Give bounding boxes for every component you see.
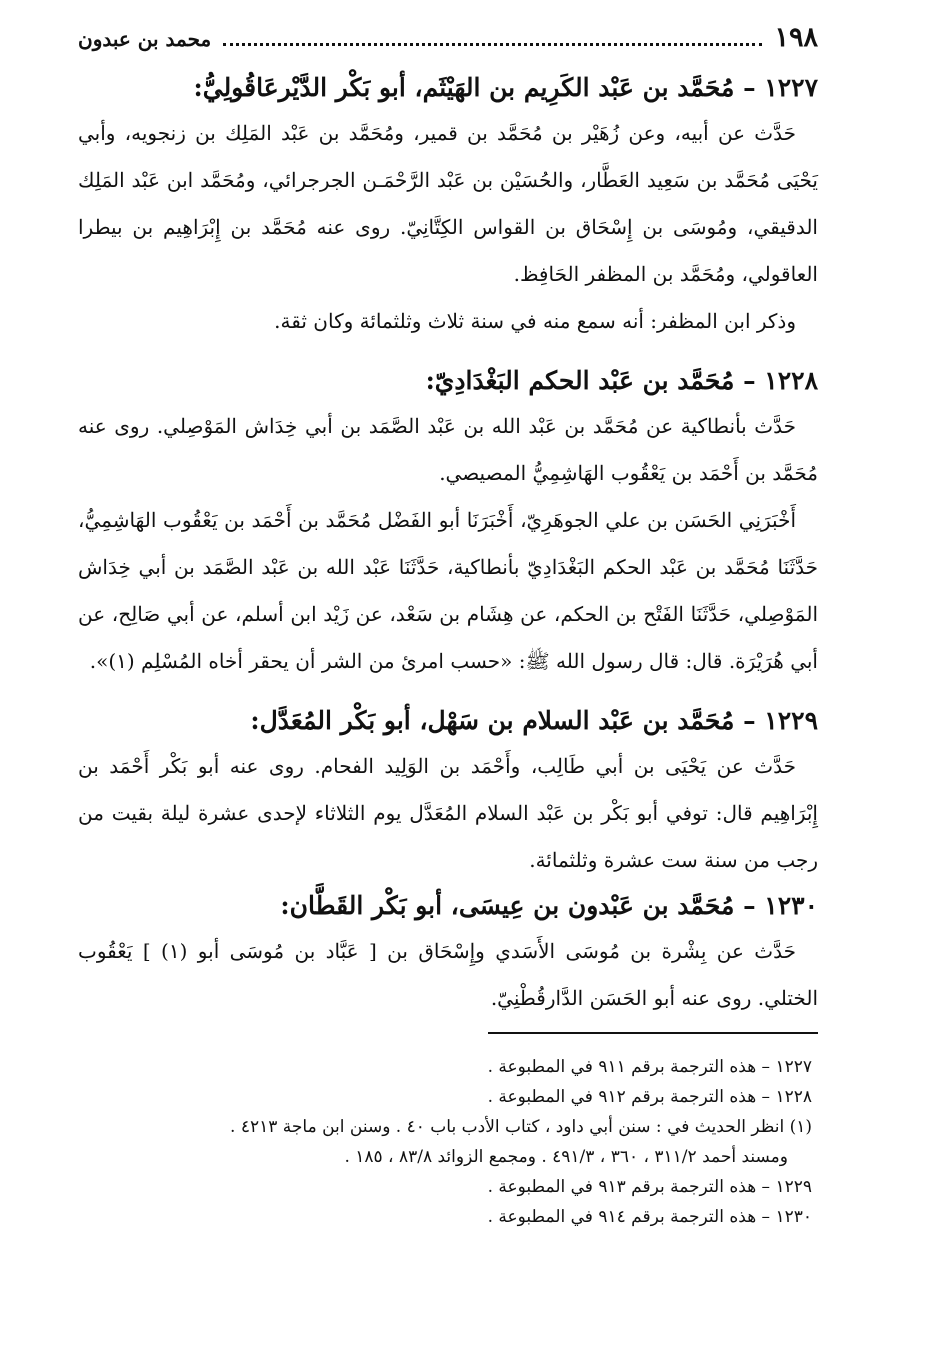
entry-paragraph: حَدَّث عن أبيه، وعن زُهَيْر بن مُحَمَّد بن قمير، ومُحَمَّد بن عَبْد المَلِك بن زنجويه، وأبي يَحْيَى مُحَمَّد بن سَعِيد العَطَّار، والحُسَيْن بن عَبْد الرَّحْمَـن الجرجرائي، ومُحَمَّد ابن عَبْد المَلِك الدقيقي، ومُوسَى بن إِسْحَاق بن القواس الكِتَّانِيّ. روى عنه مُحَمَّد بن إِبْرَاهِيم بن بيطرا العاقولي، ومُحَمَّد بن المظفر الحَافِظ. bbox=[78, 121, 818, 286]
entry-paragraph: حَدَّث بأنطاكية عن مُحَمَّد بن عَبْد الله بن عَبْد الصَّمَد بن أبي خِدَاش المَوْصِلي. روى عنه مُحَمَّد بن أَحْمَد بن يَعْقُوب الهَاشِمِيُّ المصيصي. bbox=[78, 414, 818, 485]
footnote-continuation: ومسند أحمد ٣١١/٢ ، ٣٦٠ ، ٤٩١/٣ . ومجمع الزوائد ٨٣/٨ ، ١٨٥ . bbox=[344, 1147, 788, 1167]
entry bbox=[78, 884, 818, 1022]
footnote: ١٢٢٧ – هذه الترجمة برقم ٩١١ في المطبوعة . bbox=[487, 1057, 812, 1077]
entry bbox=[78, 699, 818, 884]
entry-paragraph: حَدَّث عن بِشْرة بن مُوسَى الأَسَدي وإِسْحَاق بن [ عَبَّاد بن مُوسَى أبو (١) ] يَعْقُوب الختلي. روى عنه أبو الحَسَن الدَّارقُطْنِيّ. bbox=[78, 939, 818, 1010]
entry-title: ١٢٢٧ – مُحَمَّد بن عَبْد الكَرِيم بن الهَيْثَم، أبو بَكْر الدَّيْرعَاقُولِيُّ: bbox=[193, 73, 818, 102]
footnote: ١٢٢٩ – هذه الترجمة برقم ٩١٣ في المطبوعة . bbox=[487, 1177, 812, 1197]
entry bbox=[78, 66, 818, 345]
entry-title: ١٢٢٨ – مُحَمَّد بن عَبْد الحكم البَغْدَادِيّ: bbox=[425, 366, 818, 395]
footnote-separator bbox=[488, 1032, 818, 1034]
entry-paragraph: أَخْبَرَنِي الحَسَن بن علي الجوهَرِيّ، أَخْبَرَنَا أبو الفَضْل مُحَمَّد بن أَحْمَد بن يَعْقُوب الهَاشِمِيُّ، حَدَّثَنَا مُحَمَّد بن عَبْد الحكم البَغْدَادِيّ بأنطاكية، حَدَّثَنَا عَبْد الله بن عَبْد الصَّمَد بن أبي خِدَاش المَوْصِلي، حَدَّثَنَا الفَتْح بن الحكم، عن هِشَام بن سَعْد، عن زَيْد ابن أسلم، عن أبي صَالِح، عن أبي هُرَيْرَة. قال: قال رسول الله ﷺ: «حسب امرئ من الشر أن يحقر أخاه المُسْلِم (١)». bbox=[78, 508, 818, 673]
entry bbox=[78, 359, 818, 685]
page-body bbox=[78, 66, 818, 1232]
page-header bbox=[78, 22, 818, 58]
entry-paragraph: حَدَّث عن يَحْيَى بن أبي طَالِب، وأَحْمَد بن الوَلِيد الفحام. روى عنه أبو بَكْر أَحْمَد بن إِبْرَاهِيم قال: توفي أبو بَكْر بن عَبْد السلام المُعَدَّل يوم الثلاثاء لإحدى عشرة ليلة بقيت من رجب من سنة ست عشرة وثلثمائة. bbox=[78, 754, 818, 872]
footnote: ١٢٣٠ – هذه الترجمة برقم ٩١٤ في المطبوعة . bbox=[487, 1207, 812, 1227]
footnote: ١٢٢٨ – هذه الترجمة برقم ٩١٢ في المطبوعة . bbox=[487, 1087, 812, 1107]
footnote: (١) انظر الحديث في : سنن أبي داود ، كتاب الأدب باب ٤٠ . وسنن ابن ماجة ٤٢١٣ . bbox=[230, 1117, 812, 1137]
header-dotted-leader bbox=[223, 43, 762, 46]
spacer bbox=[78, 685, 818, 699]
footnotes bbox=[78, 1052, 818, 1232]
entry-title: ١٢٣٠ – مُحَمَّد بن عَبْدون بن عِيسَى، أبو بَكْر القَطَّان: bbox=[280, 891, 818, 920]
entry-paragraph: وذكر ابن المظفر: أنه سمع منه في سنة ثلاث وثلثمائة وكان ثقة. bbox=[274, 309, 796, 333]
running-title: محمد بن عبدون bbox=[78, 27, 212, 51]
spacer bbox=[78, 345, 818, 359]
entry-title: ١٢٢٩ – مُحَمَّد بن عَبْد السلام بن سَهْل، أبو بَكْر المُعَدَّل: bbox=[250, 706, 818, 735]
page-number: ١٩٨ bbox=[774, 22, 818, 53]
